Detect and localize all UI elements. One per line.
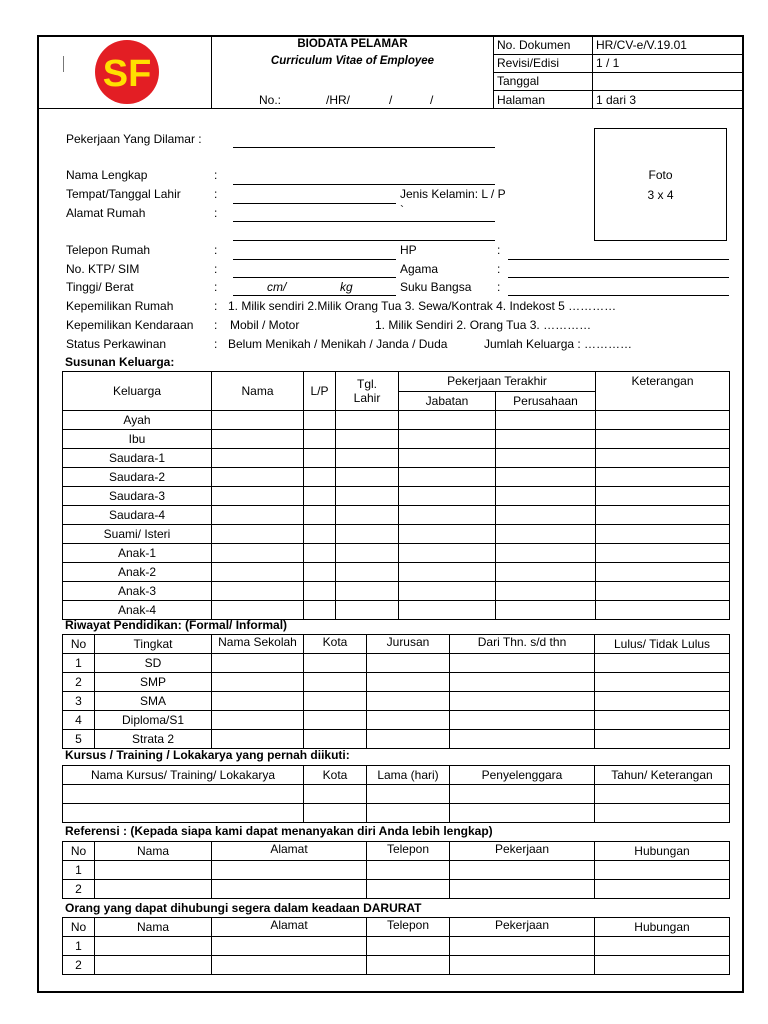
cell[interactable] xyxy=(304,711,367,730)
meta-value: 1 dari 3 xyxy=(596,93,637,107)
row-number: 2 xyxy=(63,673,95,692)
cell[interactable] xyxy=(304,544,336,563)
colon: : xyxy=(214,187,218,201)
emergency-header: No xyxy=(63,918,95,937)
cell[interactable] xyxy=(596,430,730,449)
reference-header: Telepon xyxy=(367,842,450,861)
cell[interactable] xyxy=(212,468,304,487)
education-header: Tingkat xyxy=(95,635,212,654)
religion-label: Agama xyxy=(400,262,439,276)
cell[interactable] xyxy=(450,730,595,749)
vehicle-ownership-label: Kepemilikan Kendaraan xyxy=(66,318,194,332)
family-header: Jabatan xyxy=(399,391,496,411)
cell[interactable] xyxy=(367,861,450,880)
cell[interactable] xyxy=(336,582,399,601)
doc-no-label: No.: xyxy=(259,93,282,107)
cell[interactable] xyxy=(596,506,730,525)
cell[interactable] xyxy=(336,525,399,544)
cell[interactable] xyxy=(595,880,730,899)
cell[interactable] xyxy=(95,937,212,956)
cell[interactable] xyxy=(212,525,304,544)
meta-label: No. Dokumen xyxy=(497,38,571,52)
table-header-row xyxy=(63,918,730,937)
table-row xyxy=(63,692,730,711)
course-section-title: Kursus / Training / Lokakarya yang pernah diikuti: xyxy=(65,748,350,762)
cell[interactable] xyxy=(212,411,304,430)
family-header: L/P xyxy=(304,372,336,411)
family-member: Ibu xyxy=(63,430,212,449)
cell[interactable] xyxy=(212,654,304,673)
table-row xyxy=(63,880,730,899)
cell[interactable] xyxy=(367,711,450,730)
cell[interactable] xyxy=(399,411,496,430)
table-row xyxy=(63,937,730,956)
cell[interactable] xyxy=(496,411,596,430)
colon: : xyxy=(214,206,218,220)
cell[interactable] xyxy=(336,487,399,506)
row-number: 5 xyxy=(63,730,95,749)
family-header: Keluarga xyxy=(63,372,212,411)
cell[interactable] xyxy=(212,544,304,563)
cell[interactable] xyxy=(399,449,496,468)
emergency-section-title: Orang yang dapat dihubungi segera dalam keadaan DARURAT xyxy=(65,901,422,915)
family-member: Anak-1 xyxy=(63,544,212,563)
reference-header: No xyxy=(63,842,95,861)
cell[interactable] xyxy=(399,563,496,582)
cell[interactable] xyxy=(212,487,304,506)
cell[interactable] xyxy=(212,563,304,582)
reference-header: Hubungan xyxy=(595,842,730,861)
row-number: 1 xyxy=(63,861,95,880)
cell[interactable] xyxy=(304,525,336,544)
hp-field[interactable] xyxy=(508,259,729,260)
cell[interactable] xyxy=(399,487,496,506)
reference-header: Pekerjaan xyxy=(450,842,595,861)
job-applied-label: Pekerjaan Yang Dilamar : xyxy=(66,132,202,146)
family-header: Perusahaan xyxy=(496,391,596,411)
table-row xyxy=(63,804,730,823)
cell[interactable] xyxy=(496,544,596,563)
cell[interactable] xyxy=(367,692,450,711)
education-header: No xyxy=(63,635,95,654)
cell[interactable] xyxy=(399,430,496,449)
family-member: Saudara-3 xyxy=(63,487,212,506)
family-table xyxy=(62,371,730,620)
course-header: Tahun/ Keterangan xyxy=(595,766,730,785)
cell[interactable] xyxy=(304,804,367,823)
table-row xyxy=(63,582,730,601)
education-level: Strata 2 xyxy=(95,730,212,749)
education-level: SMA xyxy=(95,692,212,711)
family-header: Pekerjaan Terakhir xyxy=(399,372,596,392)
vehicle-type-options[interactable]: Mobil / Motor xyxy=(230,318,300,332)
address-label: Alamat Rumah xyxy=(66,206,146,220)
reference-header: Nama xyxy=(95,842,212,861)
cell[interactable] xyxy=(450,937,595,956)
cell[interactable] xyxy=(336,563,399,582)
cell[interactable] xyxy=(336,411,399,430)
cell[interactable] xyxy=(399,544,496,563)
table-row xyxy=(63,525,730,544)
cell[interactable] xyxy=(95,861,212,880)
row-number: 2 xyxy=(63,956,95,975)
cell[interactable] xyxy=(336,544,399,563)
table-row xyxy=(63,506,730,525)
meta-divider xyxy=(493,90,744,91)
table-row xyxy=(63,673,730,692)
cell[interactable] xyxy=(496,563,596,582)
height-weight-label: Tinggi/ Berat xyxy=(66,280,134,294)
row-number: 2 xyxy=(63,880,95,899)
education-section-title: Riwayat Pendidikan: (Formal/ Informal) xyxy=(65,618,288,632)
ethnicity-field[interactable] xyxy=(508,295,729,296)
photo-size: 3 x 4 xyxy=(647,188,674,202)
cell[interactable] xyxy=(595,937,730,956)
cell[interactable] xyxy=(595,804,730,823)
cell[interactable] xyxy=(367,673,450,692)
cell[interactable] xyxy=(496,525,596,544)
education-table xyxy=(62,634,730,749)
cell[interactable] xyxy=(596,411,730,430)
table-row xyxy=(63,711,730,730)
family-member: Saudara-1 xyxy=(63,449,212,468)
cell[interactable] xyxy=(336,468,399,487)
table-header-row xyxy=(63,842,730,861)
cell[interactable] xyxy=(212,937,367,956)
education-header: Kota xyxy=(304,635,367,654)
doc-no-slash: / xyxy=(430,93,434,107)
course-header: Lama (hari) xyxy=(367,766,450,785)
emergency-header: Pekerjaan xyxy=(450,918,595,937)
cell[interactable] xyxy=(304,785,367,804)
colon: : xyxy=(497,280,501,294)
cell[interactable] xyxy=(212,673,304,692)
cell[interactable] xyxy=(95,880,212,899)
cell[interactable] xyxy=(304,487,336,506)
cell[interactable] xyxy=(595,956,730,975)
table-row xyxy=(63,654,730,673)
cell[interactable] xyxy=(95,956,212,975)
cell[interactable] xyxy=(336,449,399,468)
cell[interactable] xyxy=(212,430,304,449)
form-subtitle: Curriculum Vitae of Employee xyxy=(270,55,435,67)
backtick-mark: ` xyxy=(400,203,404,217)
home-ownership-options[interactable]: 1. Milik sendiri 2.Milik Orang Tua 3. Sewa/Kontrak 4. Indekost 5 ………… xyxy=(228,299,617,313)
home-phone-field[interactable] xyxy=(233,259,396,260)
reference-section-title: Referensi : (Kepada siapa kami dapat menanyakan diri Anda lebih lengkap) xyxy=(65,824,493,838)
height-weight-field[interactable] xyxy=(233,295,396,296)
cell[interactable] xyxy=(450,880,595,899)
table-row xyxy=(63,430,730,449)
reference-table xyxy=(62,841,730,899)
cell[interactable] xyxy=(450,785,595,804)
cell[interactable] xyxy=(450,673,595,692)
education-level: Diploma/S1 xyxy=(95,711,212,730)
home-phone-label: Telepon Rumah xyxy=(66,243,151,257)
kg-unit: kg xyxy=(340,280,353,294)
row-number: 1 xyxy=(63,937,95,956)
cell[interactable] xyxy=(496,468,596,487)
emergency-header: Hubungan xyxy=(595,918,730,937)
course-header: Kota xyxy=(304,766,367,785)
cell[interactable] xyxy=(450,861,595,880)
family-header: Tgl. xyxy=(336,372,399,392)
family-header: Lahir xyxy=(336,391,399,411)
cell[interactable] xyxy=(596,468,730,487)
cell[interactable] xyxy=(496,487,596,506)
cell[interactable] xyxy=(367,880,450,899)
meta-value: 1 / 1 xyxy=(596,56,620,70)
cell[interactable] xyxy=(304,430,336,449)
photo-box[interactable] xyxy=(594,128,727,241)
table-row xyxy=(63,411,730,430)
emergency-header: Alamat xyxy=(212,918,367,937)
cell[interactable] xyxy=(304,582,336,601)
cell[interactable] xyxy=(212,449,304,468)
table-row xyxy=(63,544,730,563)
cell[interactable] xyxy=(596,563,730,582)
education-header: Nama Sekolah xyxy=(212,635,304,654)
colon: : xyxy=(497,262,501,276)
row-number: 3 xyxy=(63,692,95,711)
cell[interactable] xyxy=(336,601,399,620)
emergency-header: Telepon xyxy=(367,918,450,937)
cell[interactable] xyxy=(595,692,730,711)
religion-field[interactable] xyxy=(508,277,729,278)
cell[interactable] xyxy=(304,601,336,620)
full-name-label: Nama Lengkap xyxy=(66,168,148,182)
cell[interactable] xyxy=(399,468,496,487)
cell[interactable] xyxy=(304,411,336,430)
course-table xyxy=(62,765,730,823)
cell[interactable] xyxy=(63,785,304,804)
cell[interactable] xyxy=(212,861,367,880)
colon: : xyxy=(214,318,218,332)
education-level: SMP xyxy=(95,673,212,692)
colon: : xyxy=(214,243,218,257)
meta-label: Tanggal xyxy=(497,74,540,88)
address-field-2[interactable] xyxy=(233,240,495,241)
cell[interactable] xyxy=(367,730,450,749)
emergency-header: Nama xyxy=(95,918,212,937)
ktp-label: No. KTP/ SIM xyxy=(66,262,140,276)
doc-no-hr: /HR/ xyxy=(326,93,350,107)
meta-label: Revisi/Edisi xyxy=(497,56,560,70)
family-member: Suami/ Isteri xyxy=(63,525,212,544)
cm-unit: cm/ xyxy=(267,280,287,294)
cell[interactable] xyxy=(367,956,450,975)
cell[interactable] xyxy=(304,563,336,582)
marital-status-label: Status Perkawinan xyxy=(66,337,167,351)
vehicle-ownership-options[interactable]: 1. Milik Sendiri 2. Orang Tua 3. ………… xyxy=(375,318,592,332)
cell[interactable] xyxy=(336,506,399,525)
cell[interactable] xyxy=(596,487,730,506)
family-member: Ayah xyxy=(63,411,212,430)
cell[interactable] xyxy=(450,692,595,711)
cell[interactable] xyxy=(336,430,399,449)
cell[interactable] xyxy=(212,582,304,601)
family-member: Anak-2 xyxy=(63,563,212,582)
photo-label: Foto xyxy=(648,168,673,182)
family-member: Anak-4 xyxy=(63,601,212,620)
cell[interactable] xyxy=(304,730,367,749)
meta-value: HR/CV-e/V.19.01 xyxy=(596,38,687,52)
home-ownership-label: Kepemilikan Rumah xyxy=(66,299,174,313)
cell[interactable] xyxy=(399,506,496,525)
cell[interactable] xyxy=(595,785,730,804)
birth-label: Tempat/Tanggal Lahir xyxy=(66,187,181,201)
family-header: Nama xyxy=(212,372,304,411)
gender-label: Jenis Kelamin: L / P xyxy=(400,187,506,201)
cell[interactable] xyxy=(595,711,730,730)
cell[interactable] xyxy=(596,582,730,601)
table-row xyxy=(63,601,730,620)
cell[interactable] xyxy=(496,449,596,468)
cell[interactable] xyxy=(367,785,450,804)
cell[interactable] xyxy=(450,711,595,730)
education-header: Dari Thn. s/d thn xyxy=(450,635,595,654)
table-header-row xyxy=(63,635,730,654)
cell[interactable] xyxy=(595,673,730,692)
cell[interactable] xyxy=(63,804,304,823)
table-row xyxy=(63,861,730,880)
education-header: Jurusan xyxy=(367,635,450,654)
education-header: Lulus/ Tidak Lulus xyxy=(595,635,730,654)
cell[interactable] xyxy=(304,468,336,487)
table-row xyxy=(63,730,730,749)
education-level: SD xyxy=(95,654,212,673)
cell[interactable] xyxy=(596,601,730,620)
course-header: Nama Kursus/ Training/ Lokakarya xyxy=(63,766,304,785)
logo-text: SF xyxy=(102,53,152,95)
cell[interactable] xyxy=(304,654,367,673)
cell[interactable] xyxy=(367,937,450,956)
meta-label: Halaman xyxy=(497,93,546,107)
cell[interactable] xyxy=(596,449,730,468)
cell[interactable] xyxy=(367,804,450,823)
cell[interactable] xyxy=(496,506,596,525)
job-applied-field[interactable] xyxy=(233,147,495,148)
table-row xyxy=(63,449,730,468)
cell[interactable] xyxy=(450,804,595,823)
cell[interactable] xyxy=(595,654,730,673)
colon: : xyxy=(214,280,218,294)
reference-header: Alamat xyxy=(212,842,367,861)
family-count-label[interactable]: Jumlah Keluarga : ………… xyxy=(484,337,633,351)
address-field[interactable] xyxy=(233,221,495,222)
cell[interactable] xyxy=(212,880,367,899)
cell[interactable] xyxy=(399,601,496,620)
family-header: Keterangan xyxy=(596,372,730,411)
cell[interactable] xyxy=(399,582,496,601)
cell[interactable] xyxy=(212,506,304,525)
cell[interactable] xyxy=(304,673,367,692)
header-divider xyxy=(37,108,744,109)
cell[interactable] xyxy=(212,730,304,749)
emergency-table xyxy=(62,917,730,975)
birth-field[interactable] xyxy=(233,203,396,204)
cell[interactable] xyxy=(212,692,304,711)
colon: : xyxy=(214,299,218,313)
full-name-field[interactable] xyxy=(233,184,495,185)
table-row xyxy=(63,785,730,804)
cell[interactable] xyxy=(212,711,304,730)
cell[interactable] xyxy=(450,654,595,673)
course-header: Penyelenggara xyxy=(450,766,595,785)
family-member: Saudara-2 xyxy=(63,468,212,487)
logo-tick xyxy=(63,56,64,72)
cell[interactable] xyxy=(212,601,304,620)
cell[interactable] xyxy=(304,506,336,525)
ethnicity-label: Suku Bangsa xyxy=(400,280,472,294)
hp-label: HP xyxy=(400,243,417,257)
cell[interactable] xyxy=(304,692,367,711)
row-number: 4 xyxy=(63,711,95,730)
family-member: Saudara-4 xyxy=(63,506,212,525)
colon: : xyxy=(214,337,218,351)
table-header-row xyxy=(63,766,730,785)
marital-status-options[interactable]: Belum Menikah / Menikah / Janda / Duda xyxy=(228,337,448,351)
cell[interactable] xyxy=(496,582,596,601)
row-number: 1 xyxy=(63,654,95,673)
table-row xyxy=(63,563,730,582)
cell[interactable] xyxy=(304,449,336,468)
colon: : xyxy=(497,243,501,257)
ktp-field[interactable] xyxy=(233,277,396,278)
colon: : xyxy=(214,168,218,182)
cell[interactable] xyxy=(595,730,730,749)
table-row xyxy=(63,487,730,506)
meta-divider xyxy=(493,54,744,55)
cell[interactable] xyxy=(212,956,367,975)
cell[interactable] xyxy=(399,525,496,544)
cell[interactable] xyxy=(595,861,730,880)
cell[interactable] xyxy=(450,956,595,975)
family-section-title: Susunan Keluarga: xyxy=(65,355,175,369)
doc-no-slash: / xyxy=(389,93,393,107)
family-member: Anak-3 xyxy=(63,582,212,601)
company-logo xyxy=(93,38,161,106)
cell[interactable] xyxy=(367,654,450,673)
table-row xyxy=(63,468,730,487)
cell[interactable] xyxy=(496,430,596,449)
form-title: BIODATA PELAMAR xyxy=(297,38,408,50)
cell[interactable] xyxy=(496,601,596,620)
cell[interactable] xyxy=(596,544,730,563)
colon: : xyxy=(214,262,218,276)
table-row xyxy=(63,956,730,975)
cell[interactable] xyxy=(596,525,730,544)
meta-divider xyxy=(493,72,744,73)
